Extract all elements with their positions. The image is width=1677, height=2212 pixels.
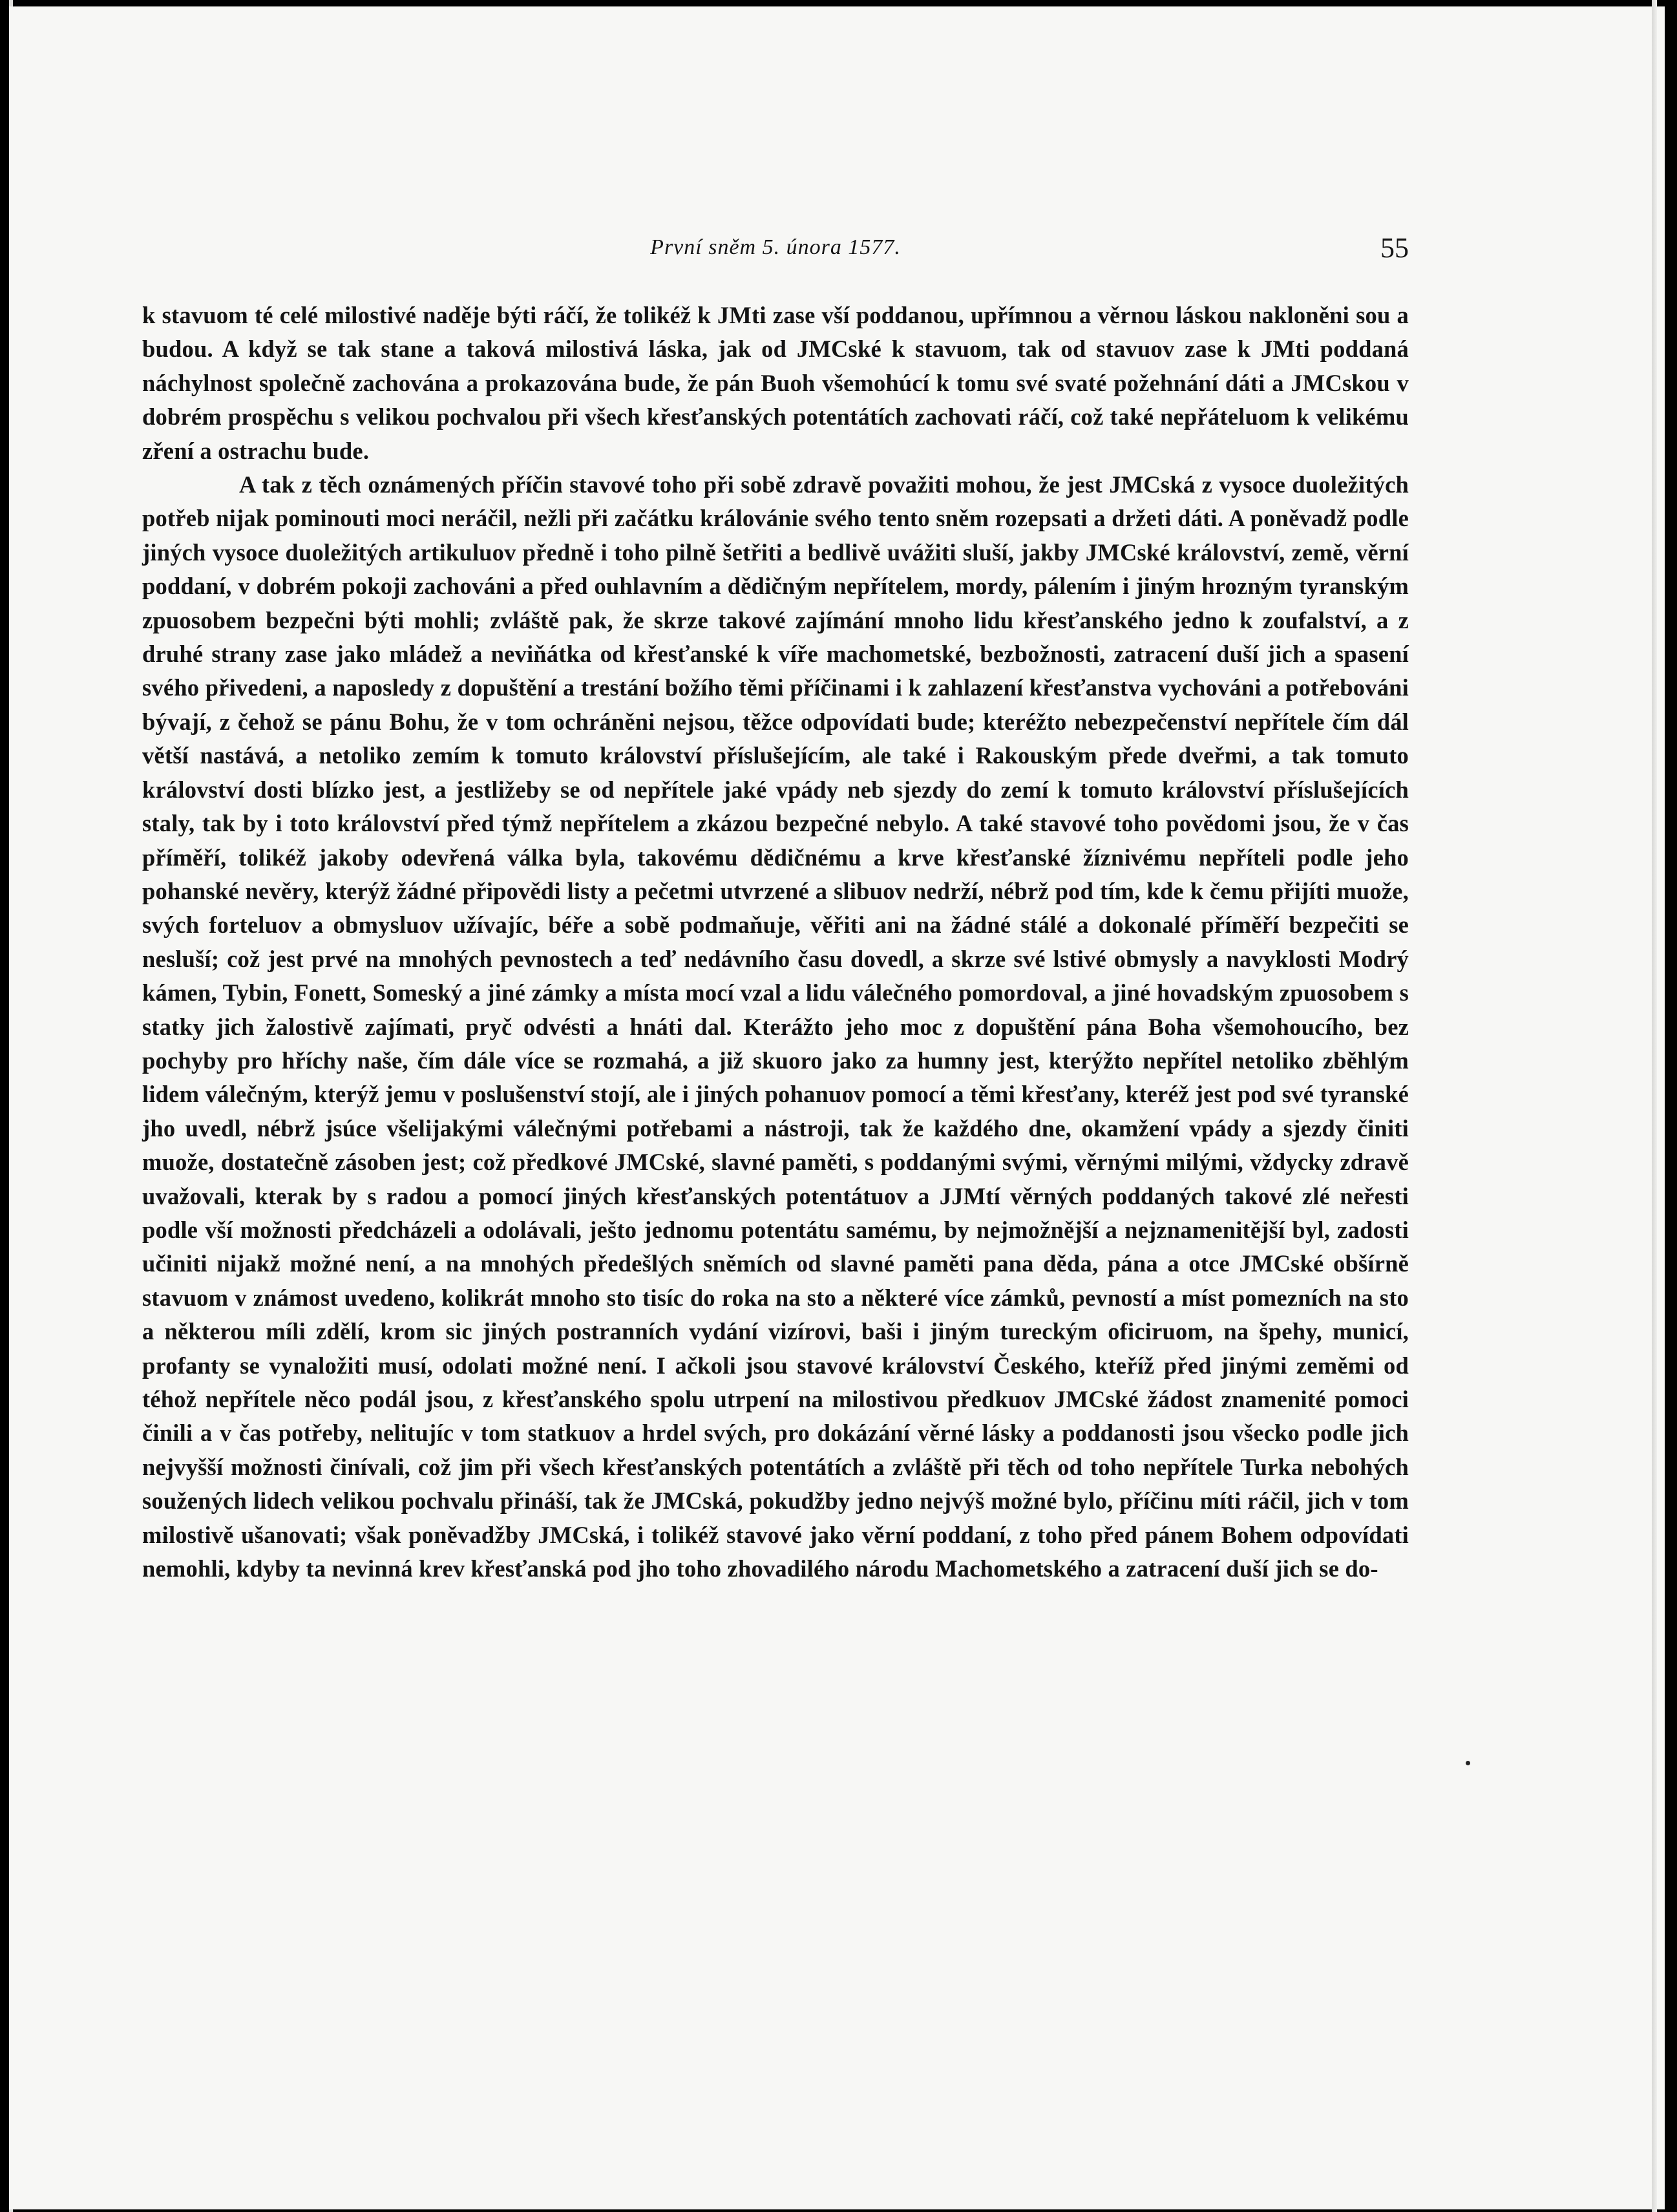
body-text [142,299,1409,1586]
page-number: 55 [1380,232,1409,264]
scan-border-right [1652,0,1657,2212]
running-head [142,231,1409,270]
paragraph-2: A tak z těch oznámených příčin stavové toho při sobě zdravě považiti mohou, že jest JMCská z vysoce duoležitých potřeb nijak pominouti moci neráčil, nežli při začátku královánie svého tento sněm rozepsati a držeti dáti. A poněvadž podle jiných vysoce duoležitých artikuluov předně i toho pilně šetřiti a bedlivě uvážiti sluší, jakby JMCské království, země, věrní poddaní, v dobrém pokoji zachováni a před ouhlavním a dědičným nepřítelem, mordy, pálením i jiným hrozným tyranským zpuosobem bezpečni býti mohli; zvláště pak, že skrze takové zajímání mnoho lidu křesťanského jedno k zoufalství, a z druhé strany zase jako mládež a neviňátka od křesťanské k víře machometské, bezbožnosti, zatracení duší jich a spasení svého přivedeni, a naposledy z dopuštění a trestání božího těmi příčinami i k zahlazení křesťanstva vychováni a potřebováni bývají, z čehož se pánu Bohu, že v tom ochráněni nejsou, těžce odpovídati bude; kteréžto nebezpečenství nepřítele čím dál větší nastává, a netoliko zemím k tomuto království příslušejícím, ale také i Rakouským přede dveřmi, a tak tomuto království dosti blízko jest, a jestližeby se od nepřítele jaké vpády neb sjezdy do zemí k tomuto království příslušejících staly, tak by i toto království před týmž nepřítelem a zkázou bezpečné nebylo. A také stavové toho povědomi jsou, že v čas příměří, tolikéž jakoby odevřená válka byla, takovému dědičnému a krve křesťanské žíznivému nepříteli podle jeho pohanské nevěry, kterýž žádné připovědi listy a pečetmi utvrzené a slibuov nedrží, nébrž pod tím, kde k čemu přijíti muože, svých forteluov a obmysluov užívajíc, béře a sobě podmaňuje, věřiti ani na žádné stálé a dokonalé příměří bezpečiti se nesluší; což jest prvé na mnohých pevnostech a teď nedávního času dovedl, a skrze své lstivé obmysly a navyklosti Modrý kámen, Tybin, Fonett, Someský a jiné zámky a místa mocí vzal a lidu válečného pomordoval, a jiné hovadským zpuosobem s statky jich žalostivě zajímati, pryč odvésti a hnáti dal. Kterážto jeho moc z dopuštění pána Boha všemohoucího, bez pochyby pro hříchy naše, čím dále více se rozmahá, a již skuoro jako za humny jest, kterýžto nepřítel netoliko zběhlým lidem válečným, kterýž jemu v poslušenství stojí, ale i jiných pohanuov pomocí a těmi křesťany, kteréž jest pod své tyranské jho uvedl, nébrž jsúce všelijakými válečnými potřebami a nástroji, tak že každého dne, okamžení vpády a sjezdy činiti muože, dostatečně zásoben jest; což předkové JMCské, slavné paměti, s poddanými svými, věrnými milými, vždycky zdravě uvažovali, kterak by s radou a pomocí jiných křesťanských potentátuov a JJMtí věrných poddaných takové zlé neřesti podle vší možnosti předcházeli a odolávali, ješto jednomu potentátu samému, by nejmožnější a nejznamenitější byl, zadosti učiniti nijakž možné není, a na mnohých předešlých sněmích od slavné paměti pana děda, pána a otce JMCské obšírně stavuom v známost uvedeno, kolikrát mnoho sto tisíc do roka na sto a některé více zámků, pevností a míst pomezních na sto a některou míli zdělí, krom sic jiných postranních vydání vizírovi, baši i jiným tureckým oficiruom, na špehy, municí, profanty se vynaložiti musí, odolati možné není. I ačkoli jsou stavové království Českého, kteříž před jinými zeměmi od téhož nepřítele něco podál jsou, z křesťanského spolu utrpení na milostivou předkuov JMCské žádost znamenité pomoci činili a v čas potřeby, nelitujíc v tom statkuov a hrdel svých, pro dokázání věrné lásky a poddanosti jsou všecko podle jich nejvyšší možnosti činívali, což jim při všech křesťanských potentátích a zvláště při těch od toho nepřítele Turka nebohých soužených lidech velikou pochvalu přináší, tak že JMCská, pokudžby jedno nejvýš možné bylo, příčinu míti ráčil, jich v tom milostivě ušanovati; však poněvadžby JMCská, i tolikéž stavové jako věrní poddaní, z toho před pánem Bohem odpovídati nemohli, kdyby ta nevinná krev křesťanská pod jho toho zhovadilého národu Machometského a zatracení duší jich se do- [142,471,1409,1582]
paragraph-1: k stavuom té celé milostivé naděje býti ráčí, že tolikéž k JMti zase vší poddanou, upřímnou a věrnou láskou nakloněni sou a budou. A když se tak stane a taková milostivá láska, jak od JMCské k stavuom, tak od stavuov zase k JMti poddaná náchylnost společně zachována a prokazována bude, že pán Buoh všemohúcí k tomu své svaté požehnání dáti a JMCskou v dobrém prospěchu s velikou pochvalou při všech křesťanských potentátích zachovati ráčí, což také nepřáteluom k velikému zření a ostrachu bude. [142,302,1409,464]
running-title: První sněm 5. února 1577. [650,235,901,259]
margin-mark [1466,1761,1470,1765]
